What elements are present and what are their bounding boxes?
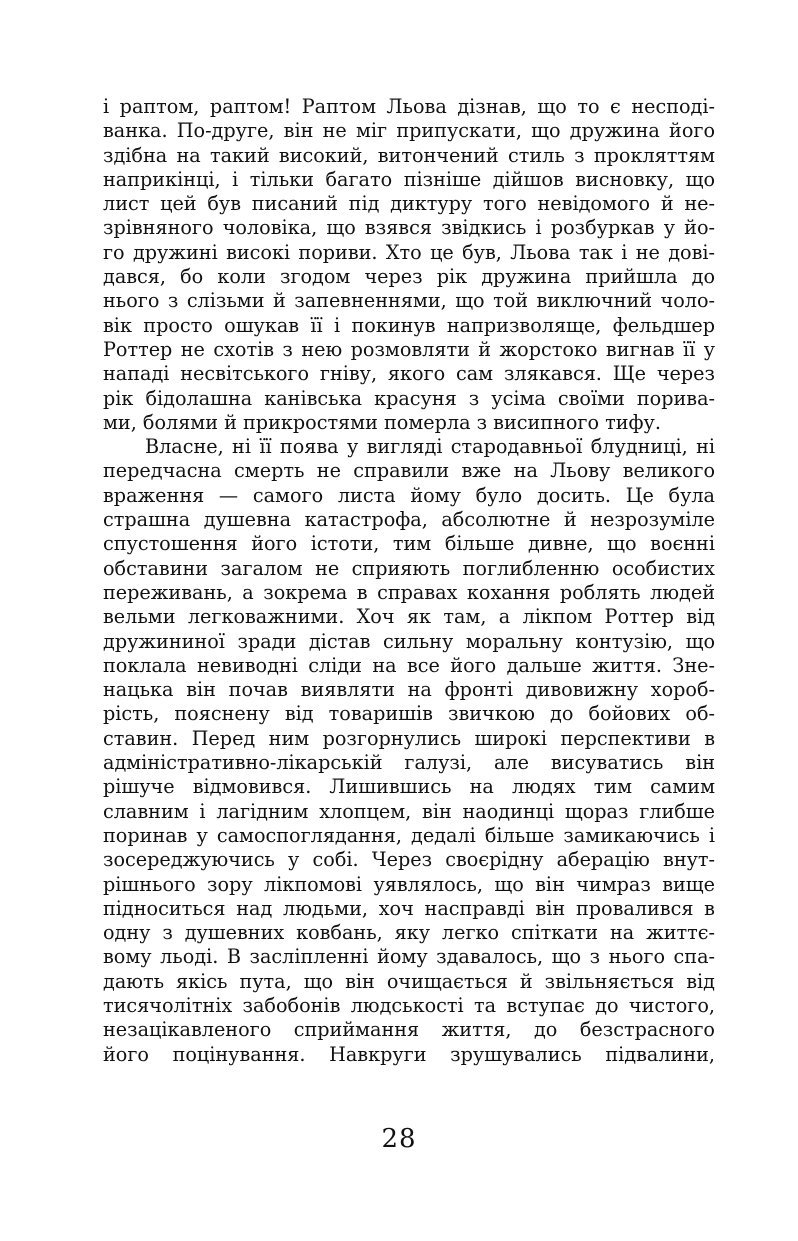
text-line: дружининої зради дістав сильну моральну контузію, що — [103, 629, 715, 653]
text-line: дають якісь пута, що він очищається й звільняється від — [103, 969, 715, 993]
page-body — [103, 95, 715, 1067]
text-line: ставин. Перед ним розгорнулись широкі перспективи в — [103, 726, 715, 750]
text-line: його поцінування. Навкруги зрушувались підвалини, — [103, 1042, 715, 1066]
text-line: рік бідолашна канівська красуня з усіма своїми порива- — [103, 386, 715, 410]
text-line: адміністративно-лікарській галузі, але висуватись він — [103, 751, 715, 775]
text-line: Роттер не схотів з нею розмовляти й жорстоко вигнав її у — [103, 337, 715, 361]
text-line: переживань, а зокрема в справах кохання роблять людей — [103, 580, 715, 604]
text-line: ванка. По-друге, він не міг припускати, що дружина його — [103, 119, 715, 143]
paragraph — [103, 435, 715, 1067]
text-line: Власне, ні її поява у вигляді стародавньої блудниці, ні — [145, 435, 715, 459]
text-line: поклала невиводні сліди на все його дальше життя. Зне- — [103, 653, 715, 677]
text-line: вельми легковажними. Хоч як там, а лікпом Роттер від — [103, 605, 715, 629]
text-line: лист цей був писаний під диктуру того невідомого й не- — [103, 192, 715, 216]
text-line: наприкінці, і тільки багато пізніше дійшов висновку, що — [103, 167, 715, 191]
text-line: враження — самого листа йому було досить. Це була — [103, 483, 715, 507]
text-line: нацька він почав виявляти на фронті дивовижну хороб- — [103, 678, 715, 702]
text-line: дався, бо коли згодом через рік дружина прийшла до — [103, 265, 715, 289]
text-line: го дружині високі пориви. Хто це був, Льова так і не дові- — [103, 240, 715, 264]
text-line: підноситься над людьми, хоч насправді він провалився в — [103, 896, 715, 920]
text-line: славним і лагідним хлопцем, він наодинці щораз глибше — [103, 799, 715, 823]
text-line: зрівняного чоловіка, що взявся звідкись і розбуркав у йо- — [103, 216, 715, 240]
text-line: рішуче відмовився. Лишившись на людях тим самим — [103, 775, 715, 799]
text-line: нього з слізьми й запевненнями, що той виключний чоло- — [103, 289, 715, 313]
paragraph — [103, 95, 715, 435]
text-line: одну з душевних ковбань, яку легко спіткати на життє- — [103, 921, 715, 945]
text-line: рішнього зору лікпомові уявлялось, що він чимраз вище — [103, 872, 715, 896]
text-line: спустошення його істоти, тим більше дивне, що воєнні — [103, 532, 715, 556]
text-line: зосереджуючись у собі. Через своєрідну аберацію внут- — [103, 848, 715, 872]
text-line: вому льоді. В засліпленні йому здавалось, що з нього спа- — [103, 945, 715, 969]
text-line: ми, болями й прикростями померла з висипного тифу. — [103, 410, 661, 434]
text-line: страшна душевна катастрофа, абсолютне й незрозуміле — [103, 508, 715, 532]
text-line: нападі несвітського гніву, якого сам злякався. Ще через — [103, 362, 715, 386]
text-line: здібна на такий високий, витончений стиль з прокляттям — [103, 143, 715, 167]
text-line: тисячолітніх забобонів людськості та вступає до чистого, — [103, 993, 715, 1017]
page-number: 28 — [381, 1124, 417, 1154]
text-line: передчасна смерть не справили вже на Льову великого — [103, 459, 715, 483]
text-line: рість, пояснену від товаришів звичкою до бойових об- — [103, 702, 715, 726]
text-line: поринав у самоспоглядання, дедалі більше замикаючись і — [103, 823, 715, 847]
text-line: і раптом, раптом! Раптом Льова дізнав, що то є несподі- — [103, 95, 715, 118]
text-line: вік просто ошукав її і покинув напризволяще, фельдшер — [103, 313, 715, 337]
text-line: незацікавленого сприймання життя, до безстрасного — [103, 1018, 715, 1042]
text-line: обставини загалом не сприяють поглибленню особистих — [103, 556, 715, 580]
